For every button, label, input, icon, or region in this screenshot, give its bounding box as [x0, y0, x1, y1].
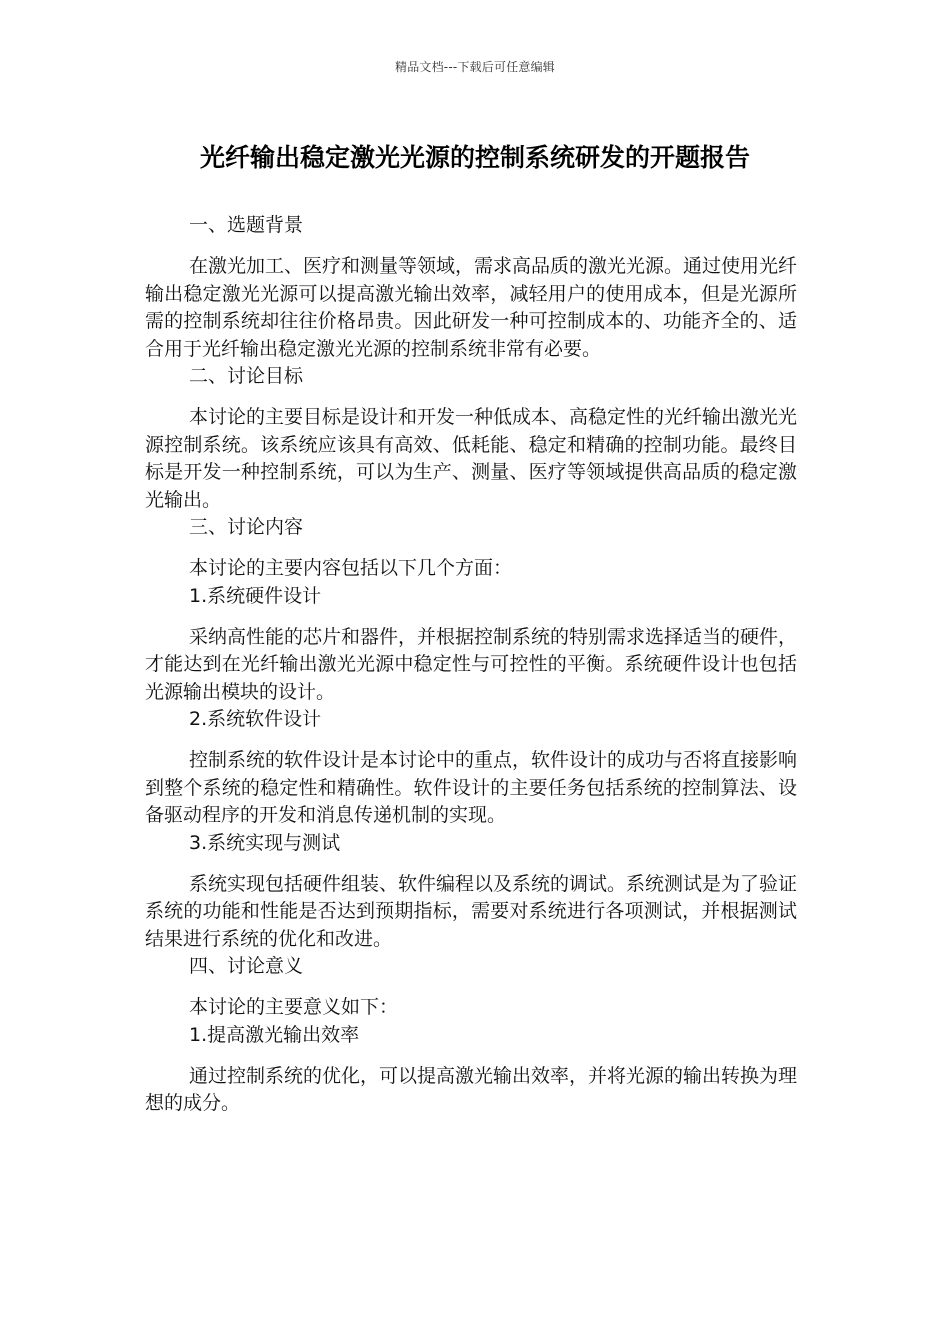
paragraph-efficiency: 通过控制系统的优化，可以提高激光输出效率，并将光源的输出转换为理想的成分。: [145, 1064, 798, 1114]
subheading-efficiency: 1.提高激光输出效率: [189, 1023, 360, 1046]
section-heading-content: 三、讨论内容: [189, 516, 304, 538]
section-heading-background: 一、选题背景: [189, 214, 304, 236]
paragraph-implementation-testing: 系统实现包括硬件组装、软件编程以及系统的调试。系统测试是为了验证系统的功能和性能是否达到预期指标，需要对系统进行各项测试，并根据测试结果进行系统的优化和改进。: [145, 872, 798, 950]
subheading-implementation-testing: 3.系统实现与测试: [189, 831, 341, 854]
subheading-hardware-design: 1.系统硬件设计: [189, 584, 322, 607]
paragraph-content-intro: 本讨论的主要内容包括以下几个方面：: [189, 557, 513, 579]
paragraph-hardware-design: 采纳高性能的芯片和器件，并根据控制系统的特别需求选择适当的硬件，才能达到在光纤输出激光光源中稳定性与可控性的平衡。系统硬件设计也包括光源输出模块的设计。: [145, 625, 798, 703]
paragraph-software-design: 控制系统的软件设计是本讨论中的重点，软件设计的成功与否将直接影响到整个系统的稳定性和精确性。软件设计的主要任务包括系统的控制算法、设备驱动程序的开发和消息传递机制的实现。: [145, 749, 798, 826]
subheading-software-design: 2.系统软件设计: [189, 708, 322, 730]
section-heading-goals: 二、讨论目标: [189, 365, 304, 387]
section-heading-significance: 四、讨论意义: [189, 955, 304, 977]
document-title: 光纤输出稳定激光光源的控制系统研发的开题报告: [199, 143, 750, 172]
paragraph-goals: 本讨论的主要目标是设计和开发一种低成本、高稳定性的光纤输出激光光源控制系统。该系统应该具有高效、低耗能、稳定和精确的控制功能。最终目标是开发一种控制系统，可以为生产、测量、医疗等领域提供高品质的稳定激光输出。: [145, 406, 798, 511]
paragraph-significance-intro: 本讨论的主要意义如下：: [189, 996, 399, 1018]
paragraph-background: 在激光加工、医疗和测量等领域，需求高品质的激光光源。通过使用光纤输出稳定激光光源可以提高激光输出效率，减轻用户的使用成本，但是光源所需的控制系统却往往价格昂贵。因此研发一种可控制成本的、功能齐全的、适合用于光纤输出稳定激光光源的控制系统非常有必要。: [145, 255, 798, 360]
header-note: 精品文档---下载后可任意编辑: [395, 60, 555, 74]
document-body: [145, 212, 797, 1118]
